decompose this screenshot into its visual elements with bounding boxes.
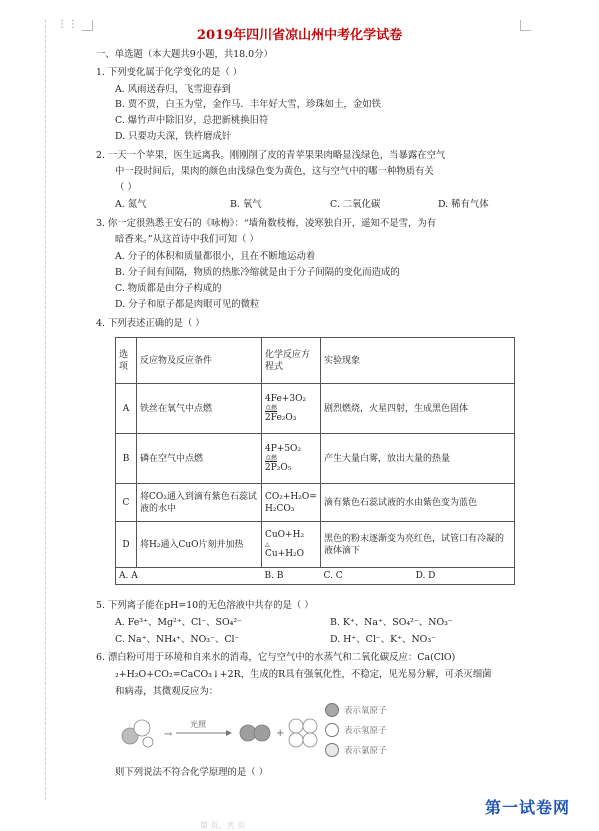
choice-cd bbox=[321, 568, 515, 585]
question-3-option-a: A. 分子的体积和质量都很小，且在不断地运动着 bbox=[115, 251, 316, 262]
question-5-option-a: A. Fe³⁺、Mg²⁺、Cl⁻、SO₄²⁻ bbox=[115, 617, 243, 628]
legend-hydrogen bbox=[325, 723, 387, 737]
section-heading: 一、单选题（本大题共9小题，共18.0分） bbox=[96, 49, 273, 60]
question-5-stem: 5. 下列离子能在pH=10的无色溶液中共存的是（ ） bbox=[96, 600, 314, 611]
table-header-cell: 实验现象 bbox=[321, 338, 515, 384]
equation-condition: △ bbox=[265, 541, 270, 548]
reactant-molecule-icon bbox=[122, 720, 153, 747]
hydrogen-atom-icon bbox=[325, 723, 339, 737]
legend-label: 表示氯原子 bbox=[344, 746, 387, 756]
question-1-option-c: C. 爆竹声中除旧岁，总把新桃换旧符 bbox=[115, 115, 269, 126]
row-condition: 将H₂通入CuO片刻并加热 bbox=[137, 522, 262, 568]
row-option: D bbox=[116, 522, 137, 568]
page-margin-line bbox=[45, 20, 47, 800]
question-2-stem-line: 中一段时间后，果肉的颜色由浅绿色变为黄色，这与空气中的哪一种物质有关 bbox=[115, 166, 434, 177]
legend-chlorine bbox=[325, 743, 387, 757]
equation-reactants: 4P+5O₂ bbox=[265, 444, 302, 454]
equation-products: 2Fe₂O₃ bbox=[265, 413, 297, 423]
question-6-question: 则下列说法不符合化学原理的是（ ） bbox=[115, 767, 268, 778]
row-condition: 铁丝在氧气中点燃 bbox=[137, 384, 262, 434]
table-row bbox=[116, 522, 515, 568]
equation-reactants: CuO+H₂ bbox=[265, 530, 305, 540]
svg-text:+: + bbox=[276, 728, 285, 739]
row-option: A bbox=[116, 384, 137, 434]
table-header-row bbox=[116, 338, 515, 384]
question-2-option-d: D. 稀有气体 bbox=[438, 199, 489, 210]
question-5-option-d: D. H⁺、Cl⁻、K⁺、NO₃⁻ bbox=[330, 634, 437, 645]
table-header-cell: 反应物及反应条件 bbox=[137, 338, 262, 384]
row-condition: 磷在空气中点燃 bbox=[137, 434, 262, 484]
choice-c: C. C bbox=[323, 571, 343, 581]
document-title: 2019年四川省凉山州中考化学试卷 bbox=[196, 28, 403, 43]
question-6-stem-line: ₂+H₂O+CO₂=CaCO₃↓+2R，生成的R具有强氧化性，不稳定，见光易分解，可杀灭细菌 bbox=[115, 669, 492, 680]
question-1-option-b: B. 贾不贾，白玉为堂，金作马．丰年好大雪，珍珠如土，金如铁 bbox=[115, 99, 381, 110]
question-4-stem: 4. 下列表述正确的是（ ） bbox=[96, 318, 205, 329]
legend-label: 表示氧原子 bbox=[344, 706, 387, 716]
legend-oxygen bbox=[325, 703, 387, 717]
question-2-stem: 2. 一天一个苹果，医生远离我。刚刚削了皮的青苹果果肉略显浅绿色，当暴露在空气 bbox=[96, 150, 446, 161]
question-2-option-a: A. 氮气 bbox=[115, 199, 147, 210]
question-6-stem-line: 和病毒，其微观反应为： bbox=[115, 686, 219, 697]
equation-condition: 点燃 bbox=[265, 405, 278, 412]
row-phenomenon: 滴有紫色石蕊试液的水由紫色变为蓝色 bbox=[321, 484, 515, 522]
question-2-stem-line: （ ） bbox=[115, 182, 137, 193]
row-equation: CO₂+H₂O=H₂CO₃ bbox=[262, 484, 321, 522]
chlorine-atom-icon bbox=[325, 743, 339, 757]
row-option: B bbox=[116, 434, 137, 484]
question-5-option-b: B. K⁺、Na⁺、SO₄²⁻、NO₃⁻ bbox=[330, 617, 453, 628]
choice-b: B. B bbox=[262, 568, 321, 585]
row-option: C bbox=[116, 484, 137, 522]
question-3-option-b: B. 分子间有间隔，物质的热胀冷缩就是由于分子间隔的变化而造成的 bbox=[115, 267, 400, 278]
row-condition: 将CO₂通入到滴有紫色石蕊试液的水中 bbox=[137, 484, 262, 522]
question-1-stem: 1. 下列变化属于化学变化的是（ ） bbox=[96, 67, 243, 78]
question-2-option-c: C. 二氧化碳 bbox=[330, 199, 381, 210]
row-equation bbox=[262, 434, 321, 484]
equation-reactants: 4Fe+3O₂ bbox=[265, 394, 307, 404]
question-3-stem-line: 暗香来。”从这首诗中我们可知（ ） bbox=[115, 234, 259, 245]
row-phenomenon: 剧烈燃烧，火星四射，生成黑色固体 bbox=[321, 384, 515, 434]
equation-products: Cu+H₂O bbox=[265, 549, 305, 559]
page-footer: 第 页，共 页 bbox=[200, 821, 246, 830]
question-3-option-d: D. 分子和原子都是肉眼可见的微粒 bbox=[115, 299, 260, 310]
table-row bbox=[116, 384, 515, 434]
equation-products: 2P₂O₅ bbox=[265, 463, 292, 473]
product-o2-icon bbox=[289, 719, 317, 747]
row-phenomenon: 黑色的粉末逐渐变为亮红色，试管口有冷凝的液体滴下 bbox=[321, 522, 515, 568]
product-hcl-icon bbox=[240, 725, 270, 741]
row-phenomenon: 产生大量白雾，放出大量的热量 bbox=[321, 434, 515, 484]
svg-text:→: → bbox=[164, 729, 173, 740]
drag-handle-icon[interactable]: ⋮⋮ bbox=[57, 19, 79, 30]
question-3-stem: 3. 你一定很熟悉王安石的《咏梅》：“墙角数枝梅，凌寒独自开，遥知不是雪，为有 bbox=[96, 218, 437, 229]
table-header-cell: 化学反应方程式 bbox=[262, 338, 321, 384]
oxygen-atom-icon bbox=[325, 703, 339, 717]
question-3-option-c: C. 物质都是由分子构成的 bbox=[115, 283, 222, 294]
equation-condition: 点燃 bbox=[265, 455, 278, 462]
question-2-option-b: B. 氧气 bbox=[230, 199, 262, 210]
row-equation bbox=[262, 384, 321, 434]
question-1-option-a: A. 风雨送春归，飞雪迎春到 bbox=[115, 84, 231, 95]
arrow-label: 光照 bbox=[190, 720, 206, 729]
question-5-option-c: C. Na⁺、NH₄⁺、NO₃⁻、Cl⁻ bbox=[115, 634, 240, 645]
reaction-table bbox=[115, 337, 515, 585]
choice-a: A. A bbox=[116, 568, 262, 585]
legend-label: 表示氢原子 bbox=[344, 726, 387, 736]
table-row bbox=[116, 484, 515, 522]
watermark-logo: 第一试卷网 bbox=[485, 798, 571, 817]
row-equation bbox=[262, 522, 321, 568]
question-1-option-d: D. 只要功夫深，铁杵磨成针 bbox=[115, 131, 232, 142]
table-header-cell: 选项 bbox=[116, 338, 137, 384]
table-row bbox=[116, 434, 515, 484]
question-6-stem: 6. 漂白粉可用于环境和自来水的消毒，它与空气中的水蒸气和二氧化碳反应：Ca(ClO) bbox=[96, 652, 456, 663]
table-choice-row bbox=[116, 568, 515, 585]
choice-d: D. D bbox=[415, 571, 436, 581]
